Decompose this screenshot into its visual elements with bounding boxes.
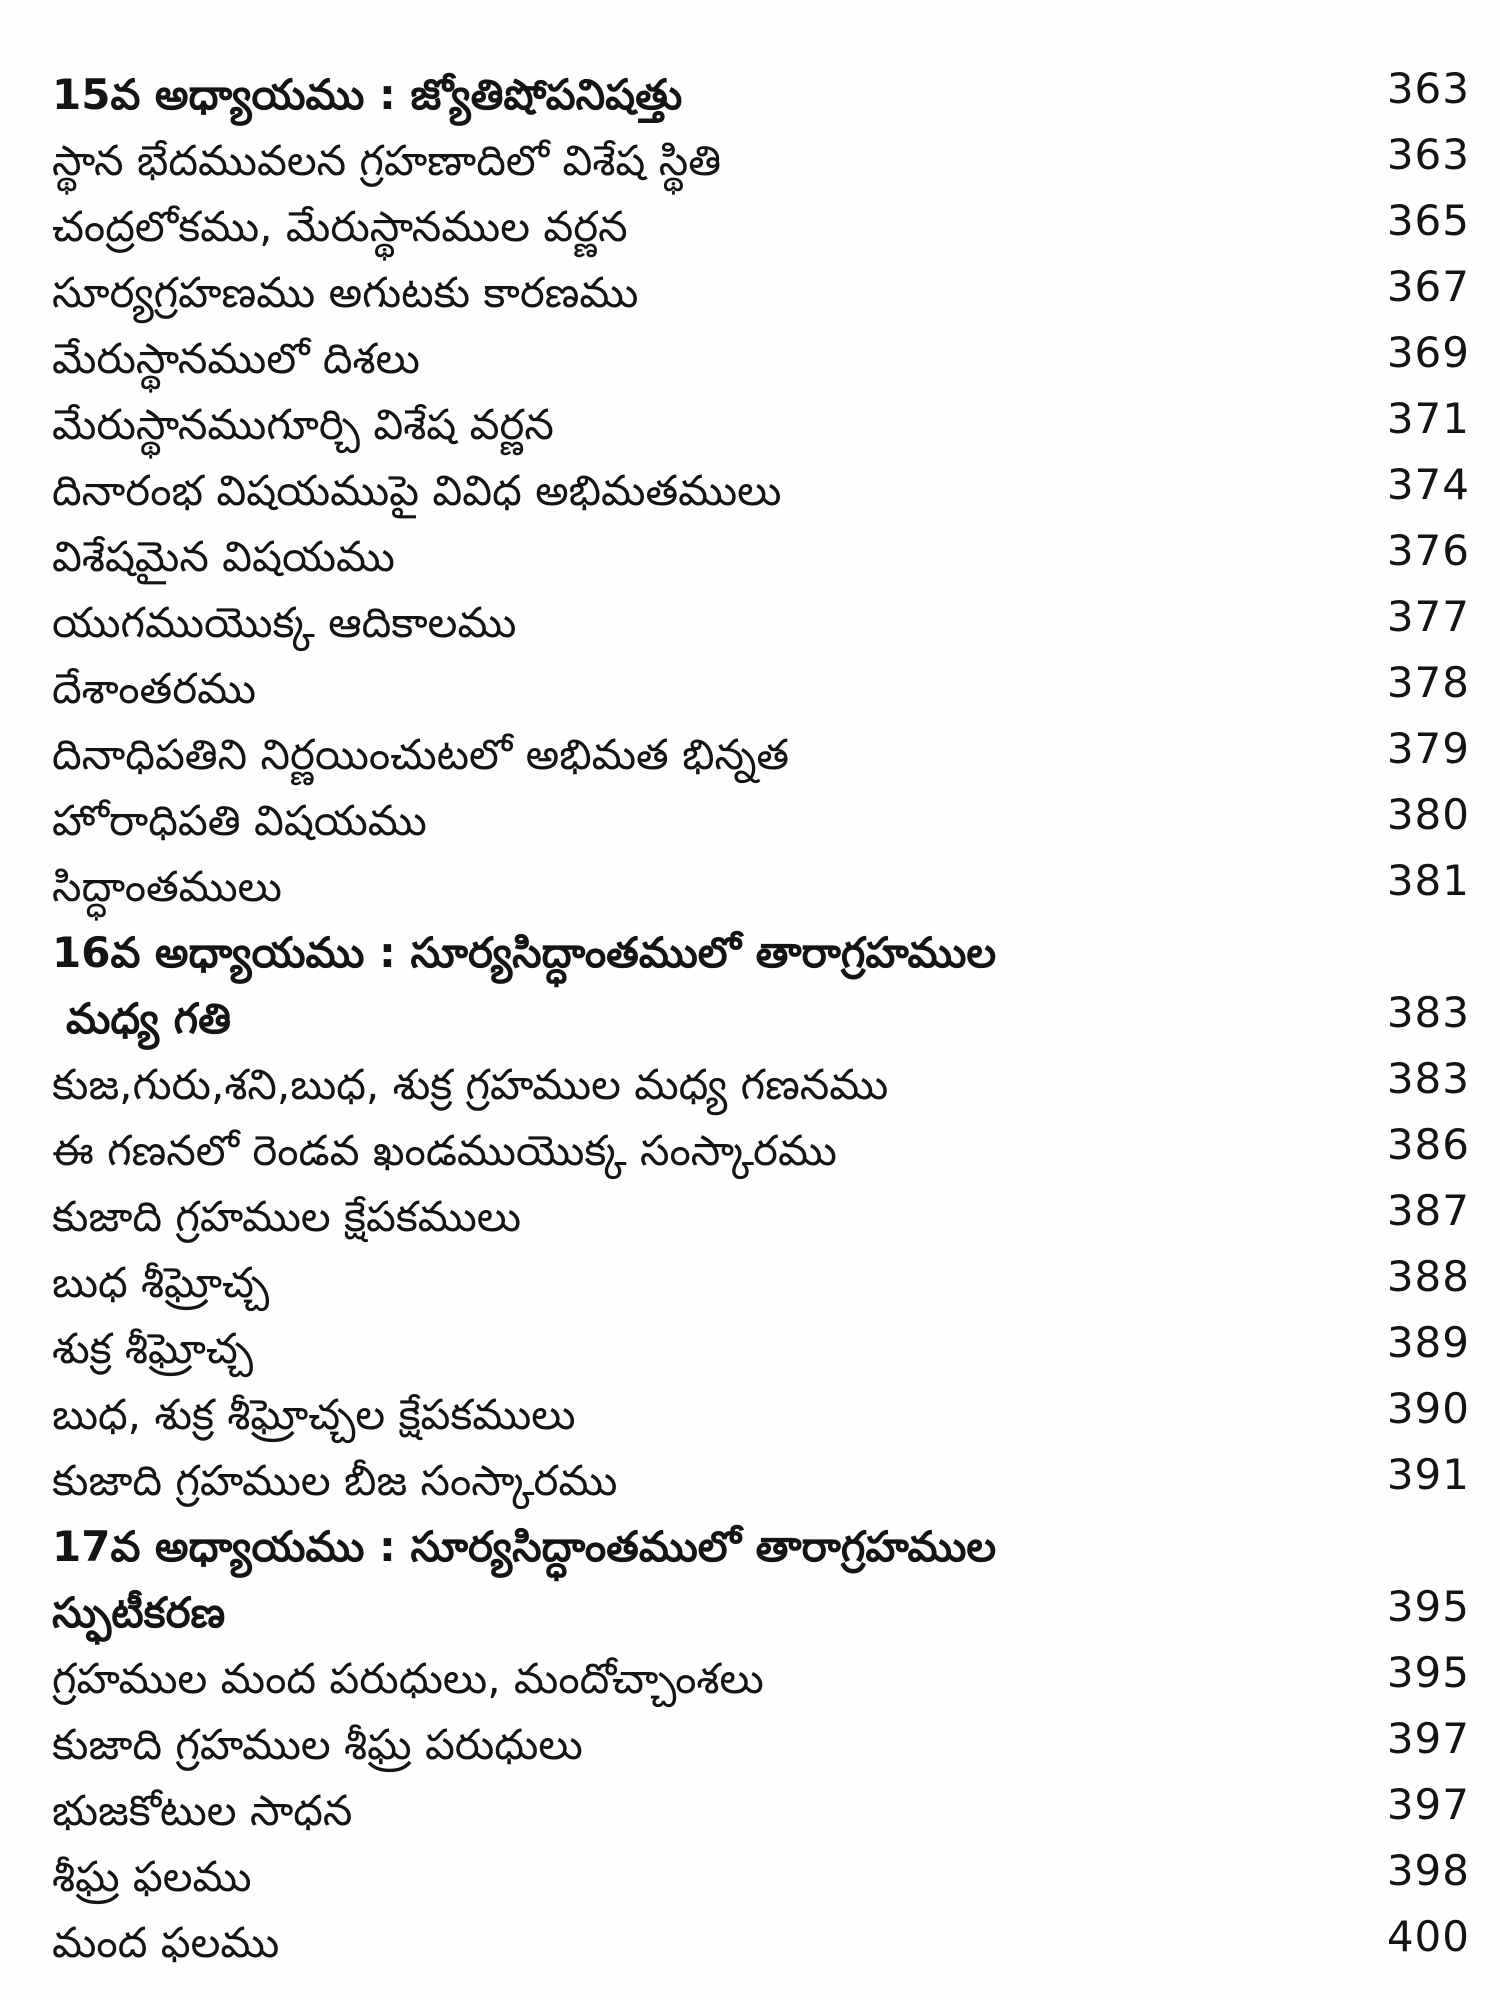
- toc-page-number: 397: [1386, 1714, 1470, 1763]
- toc-entry-title: శుక్ర శీఘ్రోచ్చ: [52, 1324, 254, 1373]
- toc-entry-title: కుజాది గ్రహముల శీఘ్ర పరుధులు: [52, 1720, 583, 1769]
- toc-entry: [52, 854, 1470, 920]
- toc-entry: [52, 1250, 1470, 1316]
- toc-entry: [52, 722, 1470, 788]
- toc-entry: [52, 788, 1470, 854]
- toc-chapter-heading-continued: [52, 1580, 1470, 1646]
- toc-entry-title: కుజాది గ్రహముల క్షేపకములు: [52, 1192, 522, 1241]
- toc-page-number: 388: [1386, 1252, 1470, 1301]
- toc-entry-title: బుధ, శుక్ర శీఘ్రోచ్చల క్షేపకములు: [52, 1390, 576, 1439]
- toc-entry-title: దినాధిపతిని నిర్ణయించుటలో అభిమత భిన్నత: [52, 730, 790, 779]
- toc-entry: [52, 524, 1470, 590]
- toc-entry: [52, 392, 1470, 458]
- toc-entry-title: స్ఫుటీకరణ: [52, 1588, 226, 1637]
- toc-entry-title: 17వ అధ్యాయము : సూర్యసిద్ధాంతములో తారాగ్రహముల: [52, 1522, 997, 1571]
- toc-chapter-heading: [52, 62, 1470, 128]
- toc-entry: [52, 128, 1470, 194]
- toc-entry: [52, 1118, 1470, 1184]
- toc-entry-title: 16వ అధ్యాయము : సూర్యసిద్ధాంతములో తారాగ్రహముల: [52, 928, 997, 977]
- toc-entry-title: స్థాన భేదమువలన గ్రహణాదిలో విశేష స్థితి: [52, 136, 722, 185]
- toc-page-number: 380: [1386, 790, 1470, 839]
- toc-entry-title: విశేషమైన విషయము: [52, 532, 395, 581]
- toc-entry-title: కుజ,గురు,శని,బుధ, శుక్ర గ్రహముల మధ్య గణనము: [52, 1060, 889, 1109]
- toc-entry: [52, 1778, 1470, 1844]
- toc-entry: [52, 326, 1470, 392]
- toc-page-number: 365: [1386, 196, 1470, 245]
- toc-page-number: 395: [1386, 1648, 1470, 1697]
- toc-entry: [52, 1712, 1470, 1778]
- toc-page-number: 383: [1386, 988, 1470, 1037]
- table-of-contents: [52, 62, 1470, 1976]
- toc-page-number: 386: [1386, 1120, 1470, 1169]
- toc-entry-title: యుగముయొక్క ఆదికాలము: [52, 598, 517, 647]
- toc-entry: [52, 1382, 1470, 1448]
- toc-entry: [52, 590, 1470, 656]
- toc-entry-title: మేరుస్థానములో దిశలు: [52, 334, 420, 383]
- toc-entry-title: 15వ అధ్యాయము : జ్యోతిషోపనిషత్తు: [52, 70, 683, 119]
- toc-page-number: 383: [1386, 1054, 1470, 1103]
- toc-entry-title: చంద్రలోకము, మేరుస్థానముల వర్ణన: [52, 202, 628, 251]
- toc-chapter-heading: [52, 920, 1470, 986]
- toc-entry-title: శీఘ్ర ఫలము: [52, 1852, 252, 1901]
- toc-page-number: 376: [1386, 526, 1470, 575]
- toc-entry-title: కుజాది గ్రహముల బీజ సంస్కారము: [52, 1456, 618, 1505]
- toc-chapter-heading: [52, 1514, 1470, 1580]
- toc-page-number: 371: [1386, 394, 1470, 443]
- toc-entry: [52, 1910, 1470, 1976]
- toc-chapter-heading-continued: [52, 986, 1470, 1052]
- toc-entry: [52, 194, 1470, 260]
- toc-entry-title: సిద్ధాంతములు: [52, 862, 282, 911]
- toc-page-number: 367: [1386, 262, 1470, 311]
- toc-entry-title: భుజకోటుల సాధన: [52, 1786, 353, 1835]
- toc-entry: [52, 1184, 1470, 1250]
- toc-page-number: 377: [1386, 592, 1470, 641]
- toc-entry-title: సూర్యగ్రహణము అగుటకు కారణము: [52, 268, 639, 317]
- toc-entry-title: మధ్య గతి: [66, 994, 231, 1043]
- toc-page-number: 397: [1386, 1780, 1470, 1829]
- toc-page-number: 363: [1386, 64, 1470, 113]
- toc-entry: [52, 260, 1470, 326]
- toc-entry: [52, 1448, 1470, 1514]
- toc-entry: [52, 1316, 1470, 1382]
- toc-entry: [52, 458, 1470, 524]
- toc-entry-title: మేరుస్థానముగూర్చి విశేష వర్ణన: [52, 400, 554, 449]
- toc-entry: [52, 1646, 1470, 1712]
- toc-page-number: 390: [1386, 1384, 1470, 1433]
- toc-page-number: 374: [1386, 460, 1470, 509]
- toc-page-number: 363: [1386, 130, 1470, 179]
- toc-page-number: 379: [1386, 724, 1470, 773]
- toc-entry-title: గ్రహముల మంద పరుధులు, మందోచ్చాంశలు: [52, 1654, 764, 1703]
- toc-page-number: 369: [1386, 328, 1470, 377]
- toc-entry-title: బుధ శీఘ్రోచ్చ: [52, 1258, 270, 1307]
- toc-page-number: 391: [1386, 1450, 1470, 1499]
- toc-entry-title: ఈ గణనలో రెండవ ఖండముయొక్క సంస్కారము: [52, 1126, 837, 1175]
- toc-entry-title: హోరాధిపతి విషయము: [52, 796, 427, 845]
- toc-page-number: 400: [1386, 1912, 1470, 1961]
- toc-entry-title: మంద ఫలము: [52, 1918, 280, 1967]
- toc-entry-title: దినారంభ విషయముపై వివిధ అభిమతములు: [52, 466, 782, 515]
- toc-page-number: 387: [1386, 1186, 1470, 1235]
- toc-entry: [52, 1052, 1470, 1118]
- toc-page-number: 398: [1386, 1846, 1470, 1895]
- toc-entry: [52, 1844, 1470, 1910]
- toc-entry-title: దేశాంతరము: [52, 664, 257, 713]
- toc-page-number: 389: [1386, 1318, 1470, 1367]
- toc-page-number: 395: [1386, 1582, 1470, 1631]
- toc-entry: [52, 656, 1470, 722]
- toc-page-number: 381: [1386, 856, 1470, 905]
- toc-page-number: 378: [1386, 658, 1470, 707]
